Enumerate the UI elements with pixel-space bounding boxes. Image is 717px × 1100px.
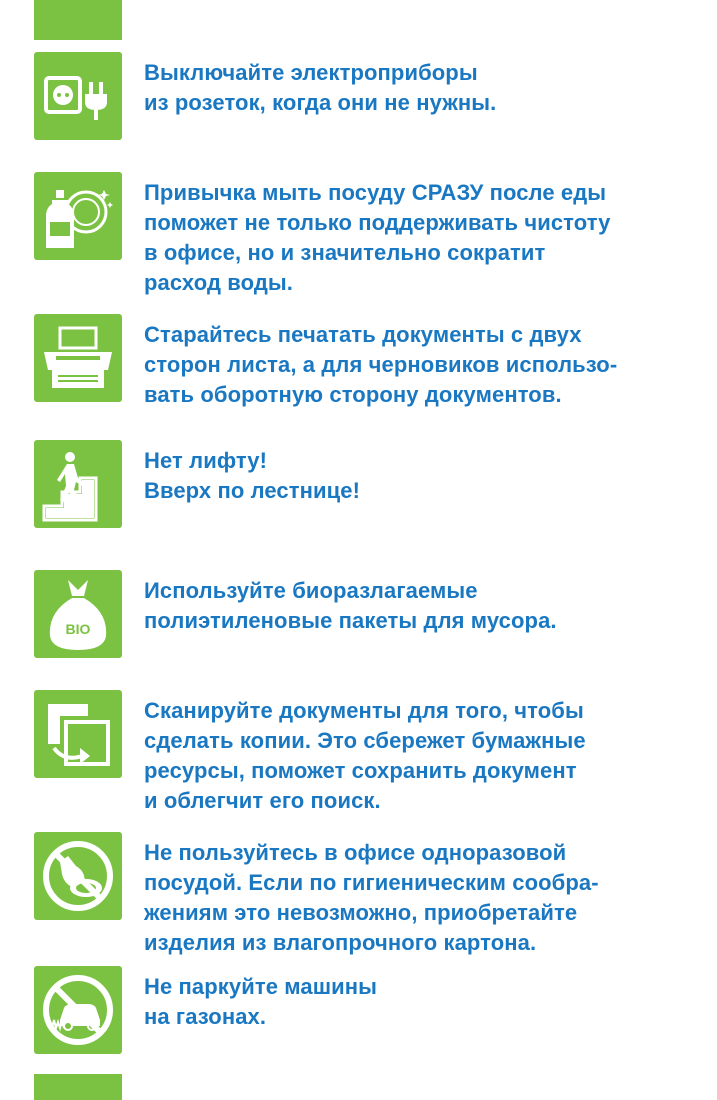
tip-text: Не паркуйте машины на газонах. — [144, 974, 378, 1029]
tip-text: Привычка мыть посуду СРАЗУ после еды поможет не только поддерживать чистоту в офисе, но и значительно сократит расход воды. — [144, 180, 611, 295]
printer-icon — [34, 314, 122, 402]
tip-text: Выключайте электроприборы из розеток, когда они не нужны. — [144, 60, 497, 115]
no-disposable-dishes-icon — [34, 832, 122, 920]
scan-copy-icon — [34, 690, 122, 778]
bottom-green-bar — [34, 1074, 122, 1100]
dish-soap-icon — [34, 172, 122, 260]
top-green-bar — [34, 0, 122, 40]
tip-text: Не пользуйтесь в офисе одноразовой посудой. Если по гигиеническим сообра- жениям это невозможно, приобретайте изделия из влагопрочного картона. — [144, 840, 599, 955]
tip-text: Старайтесь печатать документы с двух сторон листа, а для черновиков использо- вать оборотную сторону документов. — [144, 322, 618, 407]
no-parking-on-lawn-icon — [34, 966, 122, 1054]
tip-text: Нет лифту! Вверх по лестнице! — [144, 448, 361, 503]
socket-plug-icon — [34, 52, 122, 140]
stairs-walker-icon — [34, 440, 122, 528]
bio-bag-icon — [34, 570, 122, 658]
svg-text:BIO: BIO — [65, 621, 91, 637]
tip-text: Используйте биоразлагаемые полиэтиленовые пакеты для мусора. — [144, 578, 557, 633]
tip-text: Сканируйте документы для того, чтобы сделать копии. Это сбережет бумажные ресурсы, поможет сохранить документ и облегчит его поиск. — [144, 698, 586, 813]
